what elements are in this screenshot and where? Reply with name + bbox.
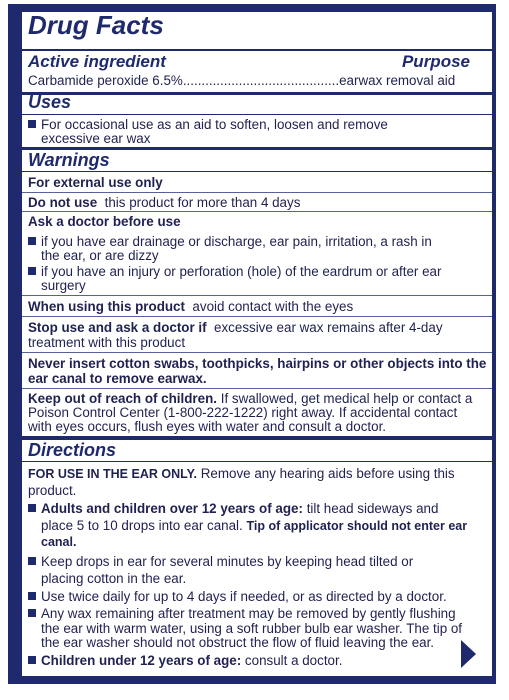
stop-use-text: excessive ear wax remains after 4-day [214,320,443,335]
external-use: For external use only [28,175,163,190]
dir-4b: the ear with warm water, using a soft rubber bulb ear washer. The tip of [41,621,463,636]
uses-text-1: For occasional use as an aid to soften, loosen and remove [41,117,388,132]
active-ingredient-line [28,73,455,88]
directions-intro [28,466,455,482]
ask-1b: the ear, or are dizzy [41,248,159,263]
d1-bold-2: Tip of applicator should not enter ear [246,519,468,533]
keep-out-line [28,391,472,406]
keep-out-text-2: Poison Control Center (1-800-222-1222) right away. If accidental contact [28,405,458,420]
when-using-label: When using this product [28,299,185,314]
dir-bullet-4 [28,609,36,617]
ask-bullet-2 [28,267,36,275]
ask-bullet-1 [28,237,36,245]
do-not-use-line [28,195,300,210]
dir-5 [41,653,342,668]
ask-doctor-heading: Ask a doctor before use [28,214,181,229]
dir-4c: the ear washer should not obstruct the flow of fluid leaving the ear. [41,635,435,650]
ingredient-purpose: earwax removal aid [339,73,456,88]
d1-label: Adults and children over 12 years of age: [41,501,303,516]
keep-out-text-3: with eyes occurs, flush eyes with water and consult a doctor. [28,419,387,434]
never-insert-2: ear canal to remove earwax. [28,371,207,386]
when-using-line [28,299,353,314]
dir-4a: Any wax remaining after treatment may be removed by gently flushing [41,606,456,621]
active-ingredient-header: Active ingredient [28,52,166,71]
rule-2 [22,211,492,212]
intro-label: FOR USE IN THE EAR ONLY. [28,467,198,481]
page-title: Drug Facts [28,10,164,40]
rule-5 [22,352,492,353]
ingredient-name: Carbamide peroxide 6.5% [28,73,183,88]
uses-bullet [28,120,36,128]
dir-2a: Keep drops in ear for several minutes by keeping head tilted or [41,554,414,569]
d5-text: consult a doctor. [244,653,343,668]
keep-out-label: Keep out of reach of children. [28,391,217,406]
dir-bullet-3 [28,592,36,600]
title-rule [22,49,492,51]
uses-header: Uses [28,92,72,112]
title-panel [22,12,492,92]
dir-bullet-5 [28,656,36,664]
dir-bullet-1 [28,504,36,512]
d5-label: Children under 12 years of age: [41,653,242,668]
dir-2b: placing cotton in the ear. [41,571,187,586]
purpose-header: Purpose [401,52,470,71]
ask-2a: if you have an injury or perforation (hole) of the eardrum or after ear [41,264,442,279]
keep-out-text-1: If swallowed, get medical help or contact a [220,391,473,406]
ask-1a: if you have ear drainage or discharge, ear pain, irritation, a rash in [41,234,432,249]
warnings-panel [22,150,492,436]
continue-arrow-icon [461,640,476,668]
uses-panel [22,92,492,147]
dir-bullet-2 [28,557,36,565]
d1-text-2: place 5 to 10 drops into ear canal. [41,518,243,533]
directions-rule [22,461,492,462]
dir-1-line-1 [41,501,438,516]
dir-1-line-2 [41,518,467,534]
directions-panel [22,440,492,676]
ask-2b: surgery [41,278,86,293]
do-not-use-label: Do not use [28,195,98,210]
rule-3 [22,295,492,296]
dir-1-line-3: canal. [41,535,77,549]
uses-text-2: excessive ear wax [41,131,151,146]
warnings-header: Warnings [28,150,110,170]
intro-text-2: product. [28,483,77,498]
intro-text: Remove any hearing aids before using this [200,466,455,481]
dir-3: Use twice daily for up to 4 days if needed, or as directed by a doctor. [41,589,447,604]
rule-1 [22,192,492,193]
stop-use-line [28,320,443,335]
rule-6 [22,388,492,389]
stop-use-label: Stop use and ask a doctor if [28,320,207,335]
when-using-text: avoid contact with the eyes [192,299,354,314]
stop-use-text-2: treatment with this product [28,335,186,350]
d1-text: tilt head sideways and [306,501,439,516]
rule-4 [22,316,492,317]
warnings-rule [22,171,492,172]
ingredient-dots: .......................................... [182,73,340,88]
directions-header: Directions [28,440,117,460]
never-insert-1: Never insert cotton swabs, toothpicks, hairpins or other objects into the [28,356,487,371]
uses-rule [22,114,492,115]
do-not-use-text: this product for more than 4 days [104,195,301,210]
